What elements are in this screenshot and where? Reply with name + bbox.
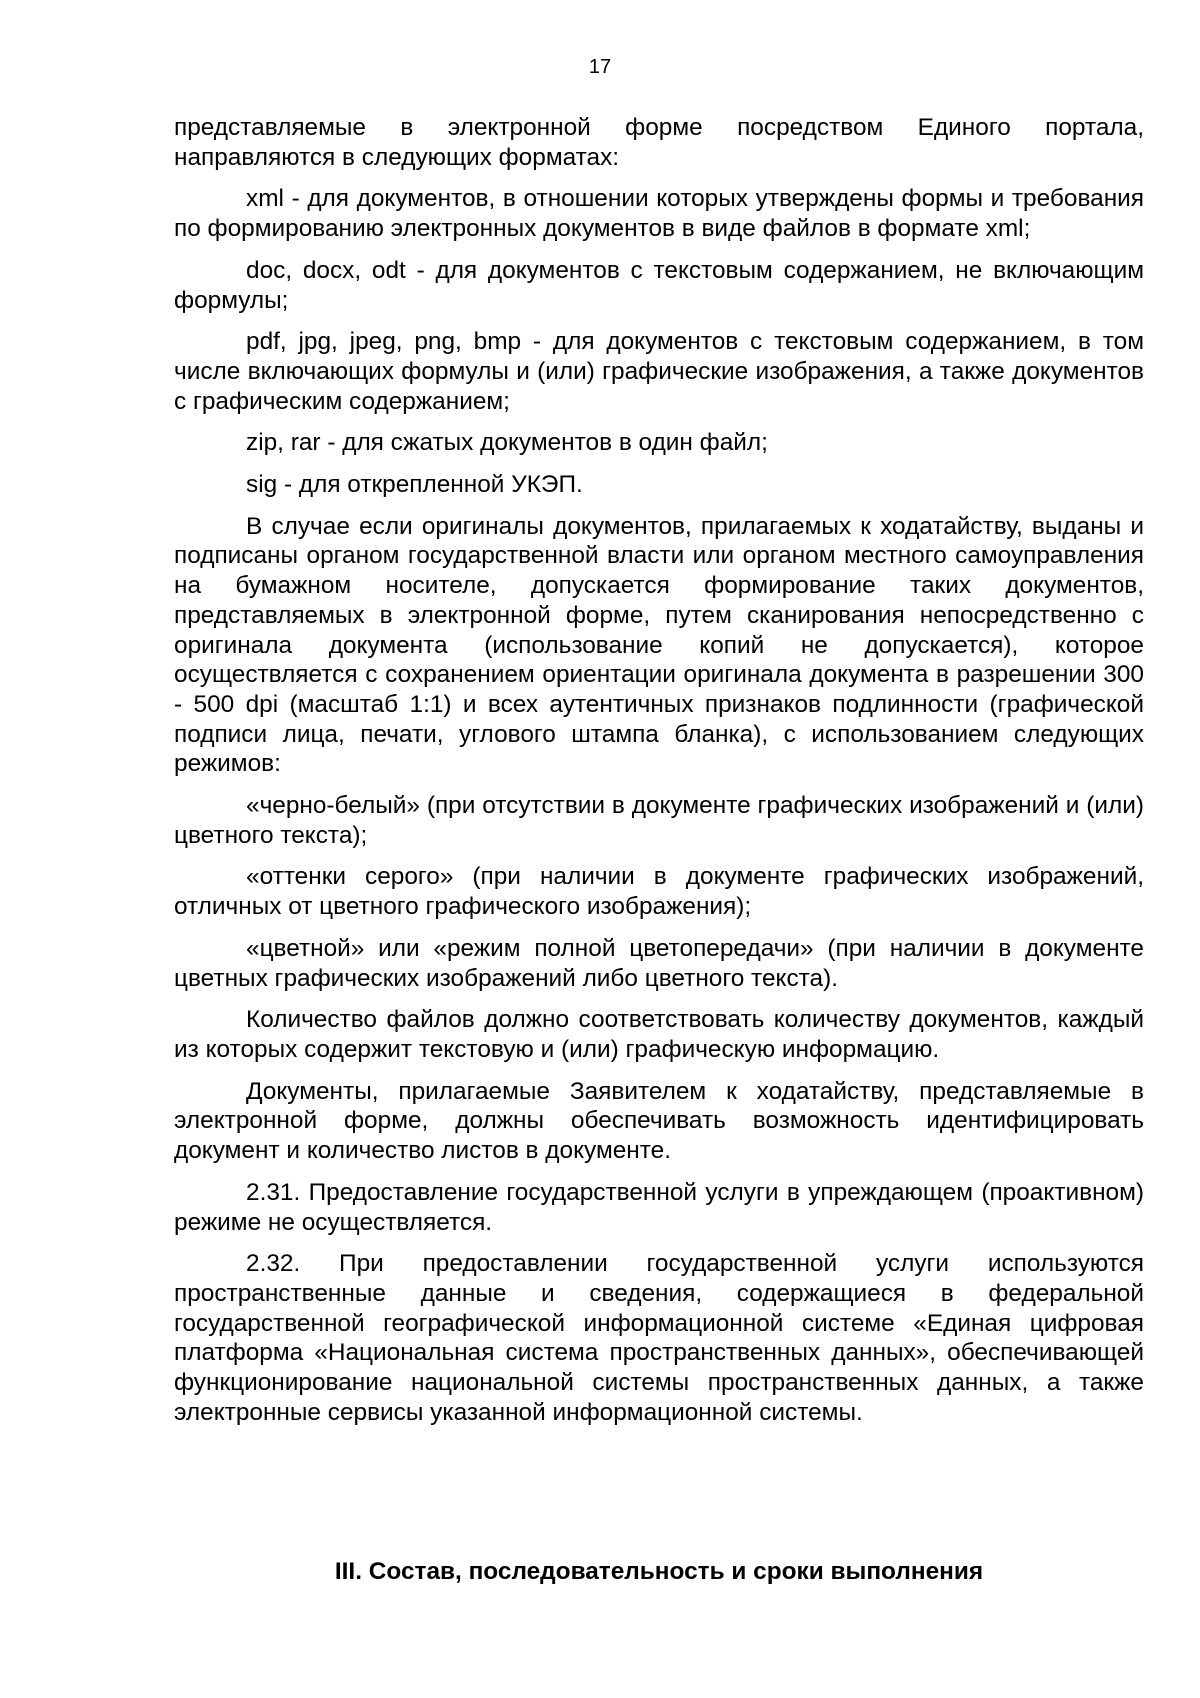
paragraph-scanning: В случае если оригиналы документов, прилагаемых к ходатайству, выданы и подписаны органом государственной власти или органом местного самоуправления на бумажном носителе, допускается формирование таких документов, представляемых в электронной форме, путем сканирования непосредственно с оригинала документа (использование копий не допускается), которое осуществляется с сохранением ориентации оригинала документа в разрешении 300 - 500 dpi (масштаб 1:1) и всех аутентичных признаков подлинности (графической подписи лица, печати, углового штампа бланка), с использованием следующих режимов: [174, 512, 1144, 778]
paragraph-identification: Документы, прилагаемые Заявителем к ходатайству, представляемые в электронной форме, должны обеспечивать возможность идентифицировать документ и количество листов в документе. [174, 1077, 1144, 1165]
paragraph-mode-bw: «черно-белый» (при отсутствии в документе графических изображений и (или) цветного текста); [174, 792, 1144, 849]
paragraph-mode-grayscale: «оттенки серого» (при наличии в документе графических изображений, отличных от цветного графического изображения); [174, 863, 1144, 921]
page-number: 17 [588, 56, 612, 78]
paragraph-formats-intro: представляемые в электронной форме посредством Единого портала, направляются в следующих форматах: [174, 114, 1144, 171]
section-heading: III. Состав, последовательность и сроки выполнения [334, 1558, 984, 1585]
paragraph-format-xml: xml - для документов, в отношении которых утверждены формы и требования по формированию электронных документов в виде файлов в формате xml; [174, 185, 1144, 243]
document-body [174, 113, 1144, 1439]
paragraph-clause-2-31: 2.31. Предоставление государственной услуги в упреждающем (проактивном) режиме не осуществляется. [174, 1178, 1144, 1236]
paragraph-format-sig: sig - для открепленной УКЭП. [246, 471, 583, 499]
paragraph-mode-color: «цветной» или «режим полной цветопередачи» (при наличии в документе цветных графических изображений либо цветного текста). [174, 934, 1144, 992]
paragraph-format-pdf: pdf, jpg, jpeg, png, bmp - для документов с текстовым содержанием, в том числе включающих формулы и (или) графические изображения, а также документов с графическим содержанием; [174, 328, 1144, 415]
paragraph-clause-2-32: 2.32. При предоставлении государственной услуги используются пространственные данные и сведения, содержащиеся в федеральной государственной географической информационной системе «Единая цифровая платформа «Национальная система пространственных данных», обеспечивающей функционирование национальной системы пространственных данных, а также электронные сервисы указанной информационной системы. [174, 1250, 1144, 1426]
paragraph-file-count: Количество файлов должно соответствовать количеству документов, каждый из которых содержит текстовую и (или) графическую информацию. [174, 1006, 1144, 1063]
paragraph-format-doc: doc, docx, odt - для документов с текстовым содержанием, не включающим формулы; [174, 256, 1144, 314]
paragraph-format-zip: zip, rar - для сжатых документов в один файл; [246, 429, 768, 457]
